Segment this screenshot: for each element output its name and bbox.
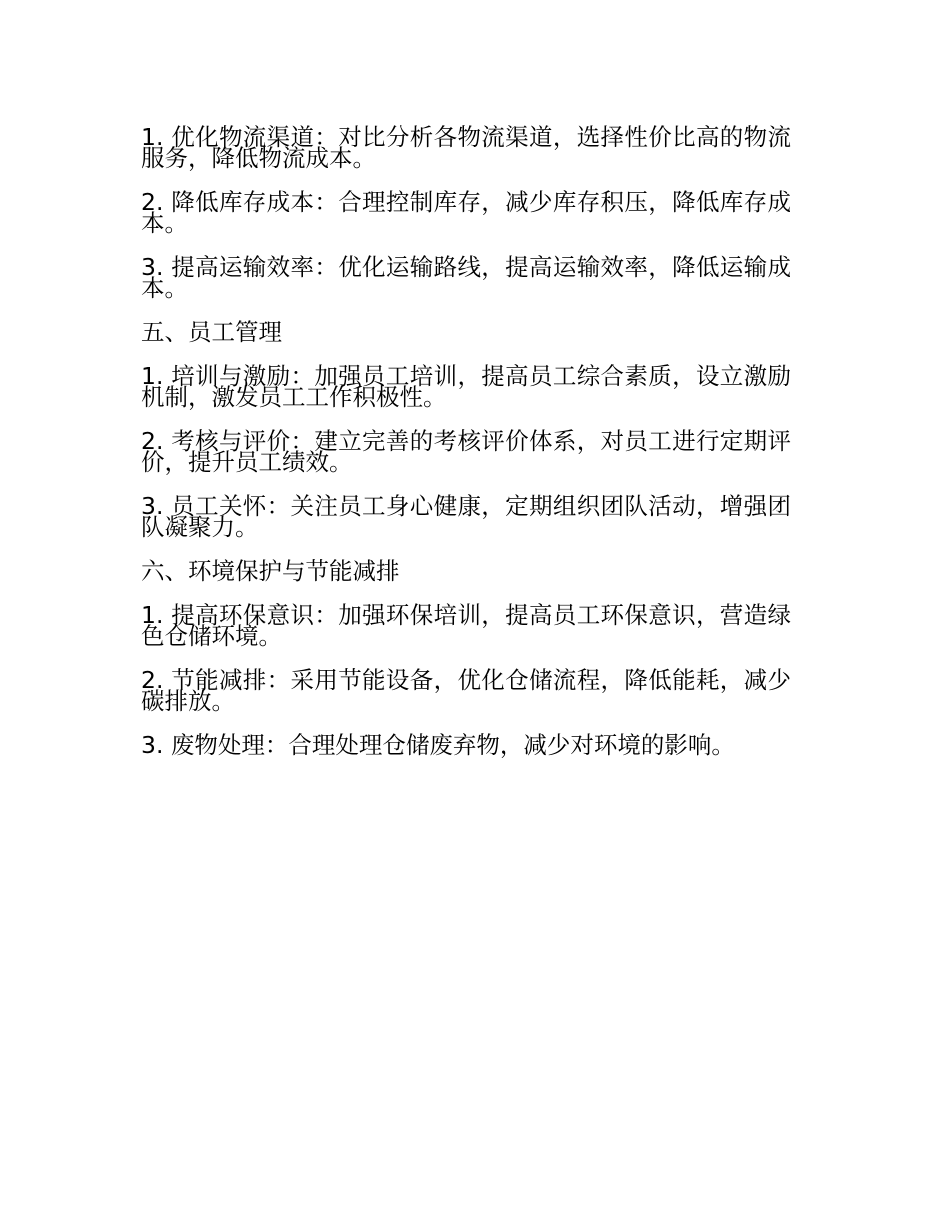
list-item-energy-saving: 2. 节能减排：采用节能设备，优化仓储流程，降低能耗，减少碳排放。 bbox=[141, 666, 791, 715]
document-body bbox=[141, 123, 791, 779]
list-item-assessment: 2. 考核与评价：建立完善的考核评价体系，对员工进行定期评价，提升员工绩效。 bbox=[141, 427, 791, 476]
section-heading-staff-management: 五、员工管理 bbox=[141, 318, 282, 346]
list-item-inventory-cost: 2. 降低库存成本：合理控制库存，减少库存积压，降低库存成本。 bbox=[141, 188, 791, 237]
list-item-waste-disposal: 3. 废物处理：合理处理仓储废弃物，减少对环境的影响。 bbox=[141, 731, 735, 759]
list-item-training-incentives: 1. 培训与激励：加强员工培训，提高员工综合素质，设立激励机制，激发员工工作积极性。 bbox=[141, 362, 791, 411]
list-item-logistics-channels: 1. 优化物流渠道：对比分析各物流渠道，选择性价比高的物流服务，降低物流成本。 bbox=[141, 123, 791, 172]
list-item-employee-care: 3. 员工关怀：关注员工身心健康，定期组织团队活动，增强团队凝聚力。 bbox=[141, 492, 791, 541]
section-heading-environment: 六、环境保护与节能减排 bbox=[141, 557, 400, 585]
list-item-transport-efficiency: 3. 提高运输效率：优化运输路线，提高运输效率，降低运输成本。 bbox=[141, 253, 791, 302]
list-item-environmental-awareness: 1. 提高环保意识：加强环保培训，提高员工环保意识，营造绿色仓储环境。 bbox=[141, 601, 791, 650]
